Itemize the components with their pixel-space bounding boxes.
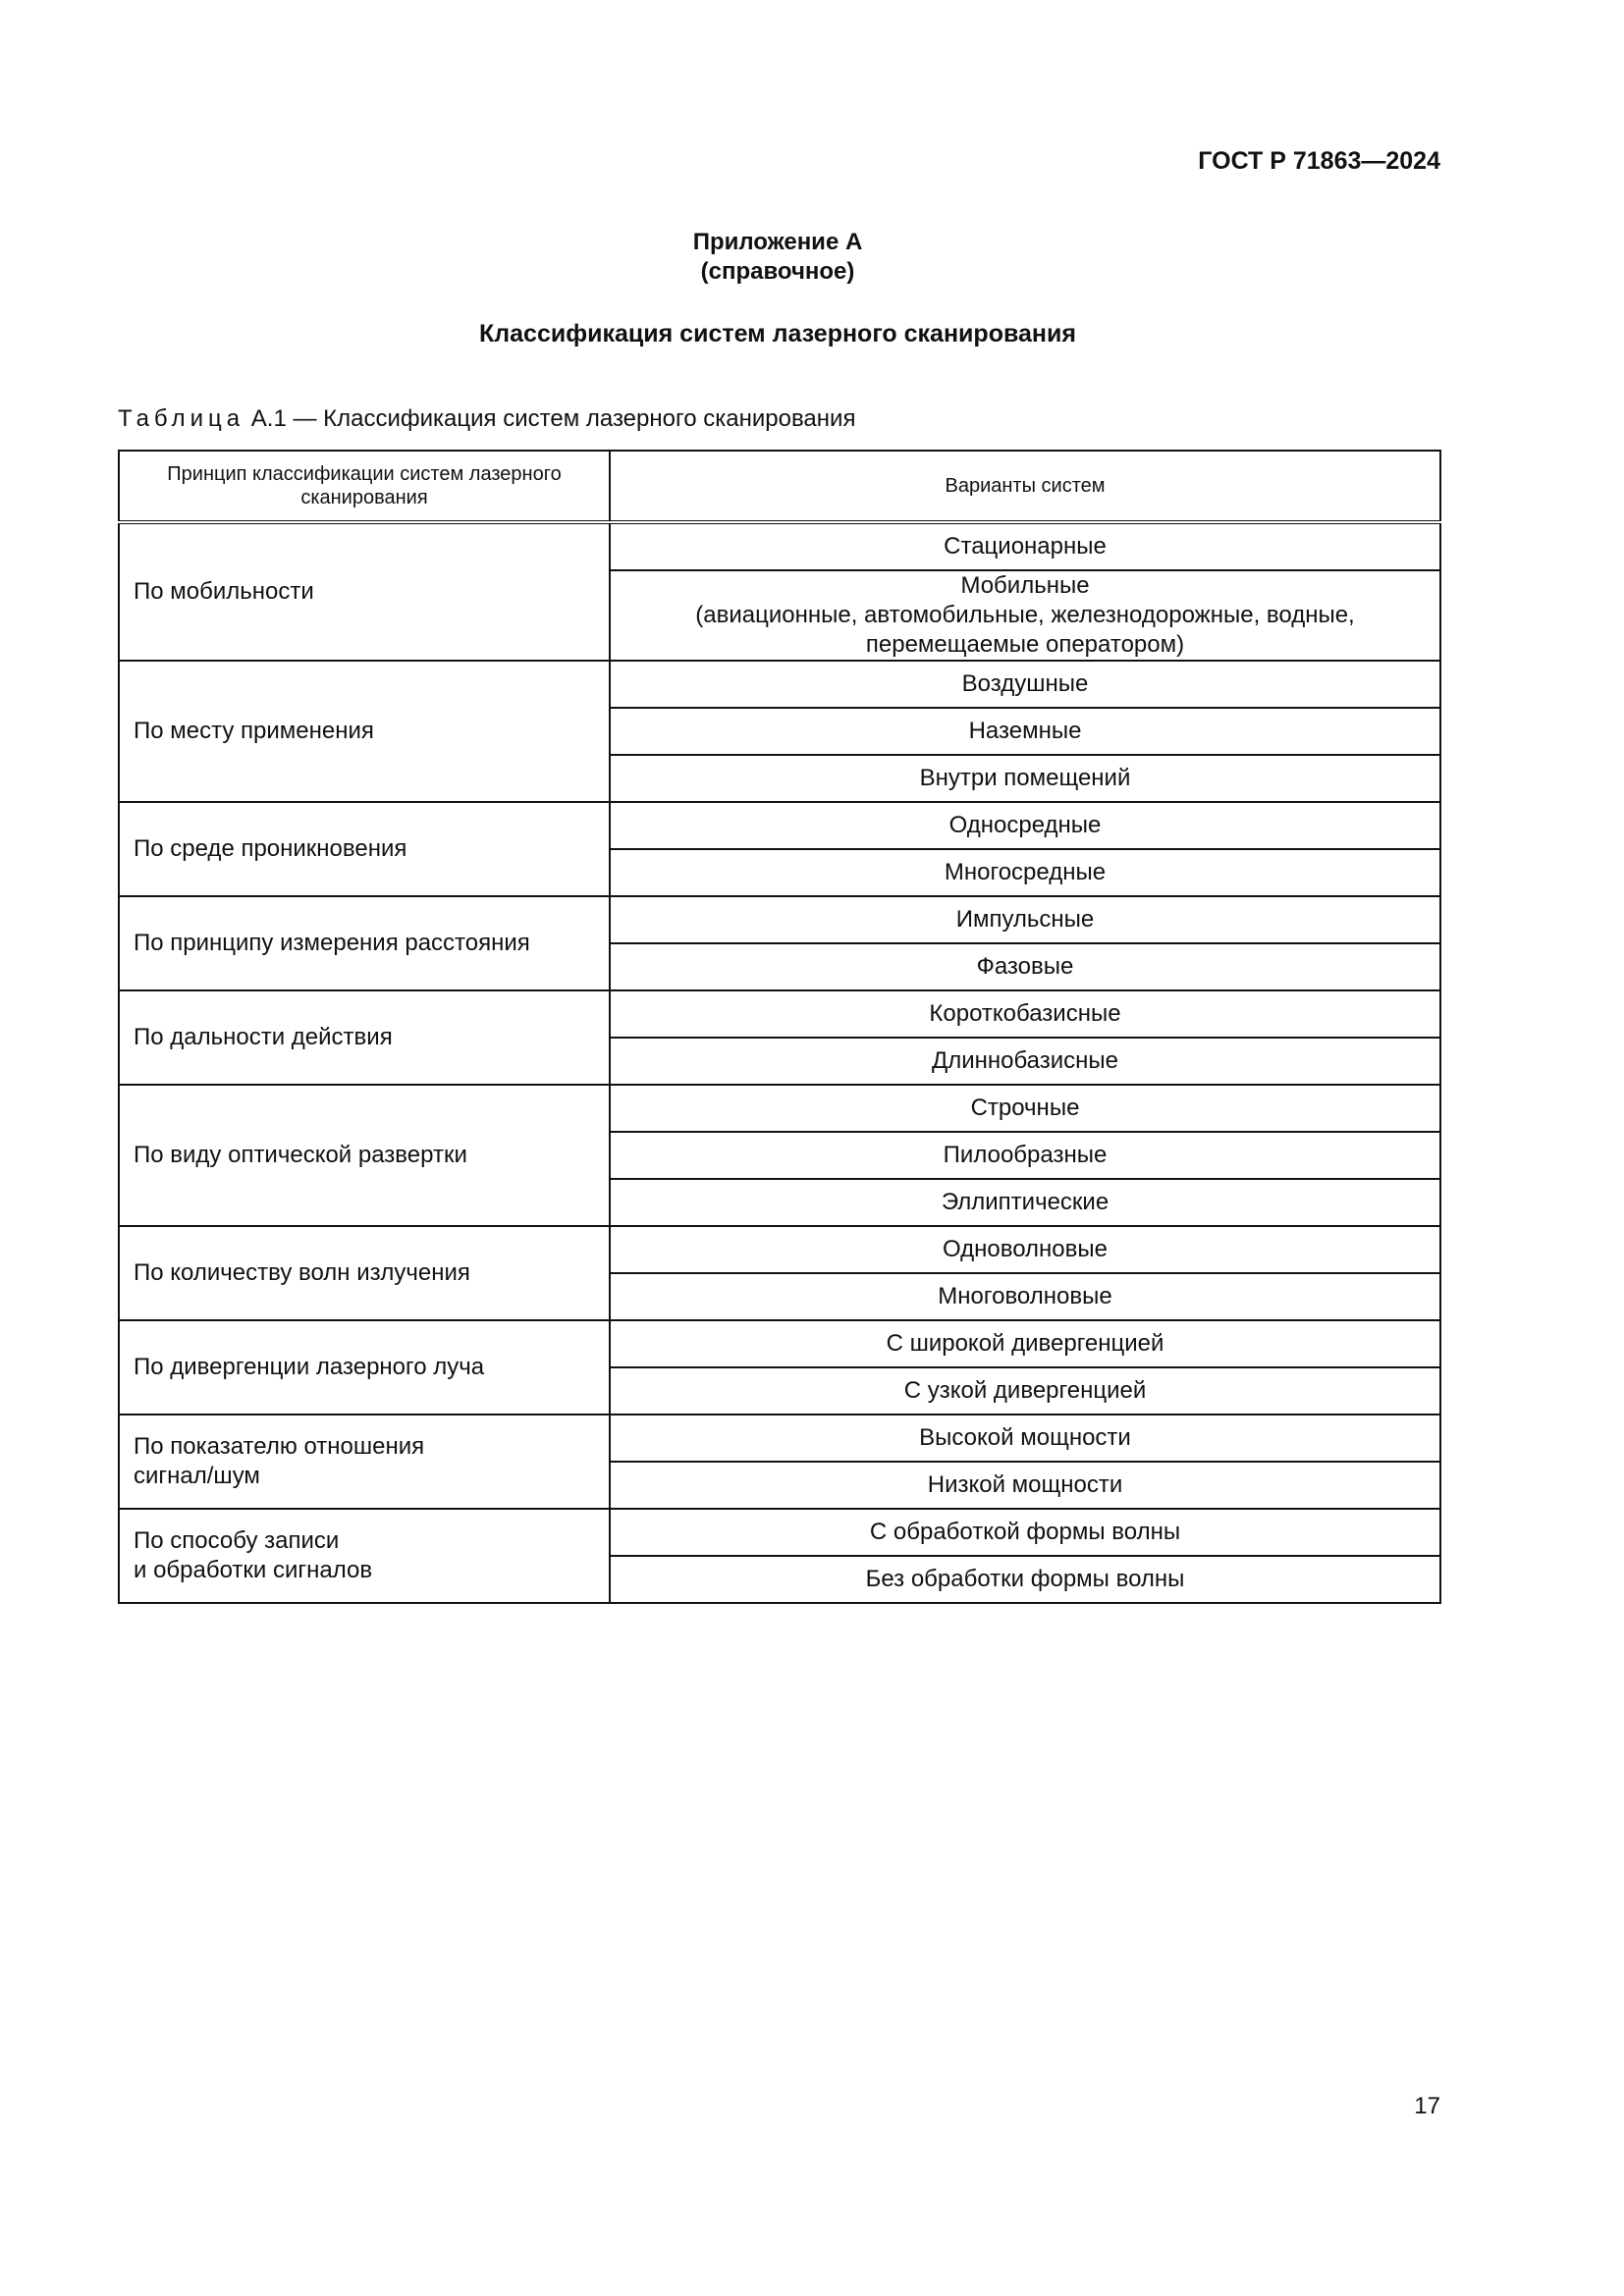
appendix-subtitle: (справочное) xyxy=(700,258,855,285)
principle-cell: По виду оптической развертки xyxy=(119,1085,610,1226)
variant-cell: Стационарные xyxy=(610,522,1440,570)
variant-cell: Длиннобазисные xyxy=(610,1038,1440,1085)
principle-cell: По мобильности xyxy=(119,522,610,661)
section-title: Классификация систем лазерного сканирования xyxy=(479,320,1076,347)
principle-cell: По месту применения xyxy=(119,661,610,802)
variant-cell: Внутри помещений xyxy=(610,755,1440,802)
appendix-title: Приложение А xyxy=(692,229,863,255)
variant-cell: С широкой дивергенцией xyxy=(610,1320,1440,1367)
table-header-row xyxy=(119,451,1440,522)
variant-cell: Пилообразные xyxy=(610,1132,1440,1179)
principle-cell: По способу записи и обработки сигналов xyxy=(119,1509,610,1603)
principle-cell: По дальности действия xyxy=(119,990,610,1085)
table-row xyxy=(119,661,1440,708)
page-number: 17 xyxy=(1414,2093,1440,2119)
variant-cell: Наземные xyxy=(610,708,1440,755)
variant-cell: С обработкой формы волны xyxy=(610,1509,1440,1556)
table-row xyxy=(119,896,1440,943)
table-row xyxy=(119,1415,1440,1462)
header-variants: Варианты систем xyxy=(610,451,1440,522)
table-caption-prefix: Таблица xyxy=(118,405,245,432)
variant-cell: Строчные xyxy=(610,1085,1440,1132)
principle-cell: По показателю отношения сигнал/шум xyxy=(119,1415,610,1509)
variant-cell: С узкой дивергенцией xyxy=(610,1367,1440,1415)
table-row xyxy=(119,990,1440,1038)
table-row xyxy=(119,522,1440,570)
appendix-heading xyxy=(0,228,1555,287)
table-row xyxy=(119,1509,1440,1556)
principle-cell: По количеству волн излучения xyxy=(119,1226,610,1320)
variant-cell: Воздушные xyxy=(610,661,1440,708)
table-row xyxy=(119,1085,1440,1132)
principle-cell: По среде проникновения xyxy=(119,802,610,896)
variant-cell: Импульсные xyxy=(610,896,1440,943)
table-body xyxy=(119,522,1440,1603)
variant-cell: Многоволновые xyxy=(610,1273,1440,1320)
table-caption-text: А.1 — Классификация систем лазерного сканирования xyxy=(250,405,856,432)
variant-cell: Многосредные xyxy=(610,849,1440,896)
variant-cell: Мобильные (авиационные, автомобильные, железнодорожные, водные, перемещаемые оператором) xyxy=(610,570,1440,661)
variant-cell: Односредные xyxy=(610,802,1440,849)
variant-cell: Эллиптические xyxy=(610,1179,1440,1226)
classification-table xyxy=(118,450,1441,1604)
variant-cell: Короткобазисные xyxy=(610,990,1440,1038)
variant-cell: Без обработки формы волны xyxy=(610,1556,1440,1603)
table-row xyxy=(119,1226,1440,1273)
variant-cell: Фазовые xyxy=(610,943,1440,990)
table-row xyxy=(119,802,1440,849)
document-code: ГОСТ Р 71863—2024 xyxy=(1198,147,1440,175)
table-row xyxy=(119,1320,1440,1367)
variant-cell: Одноволновые xyxy=(610,1226,1440,1273)
table-caption xyxy=(118,405,855,433)
variant-cell: Низкой мощности xyxy=(610,1462,1440,1509)
principle-cell: По принципу измерения расстояния xyxy=(119,896,610,990)
variant-cell: Высокой мощности xyxy=(610,1415,1440,1462)
header-principle: Принцип классификации систем лазерного сканирования xyxy=(119,451,610,522)
principle-cell: По дивергенции лазерного луча xyxy=(119,1320,610,1415)
